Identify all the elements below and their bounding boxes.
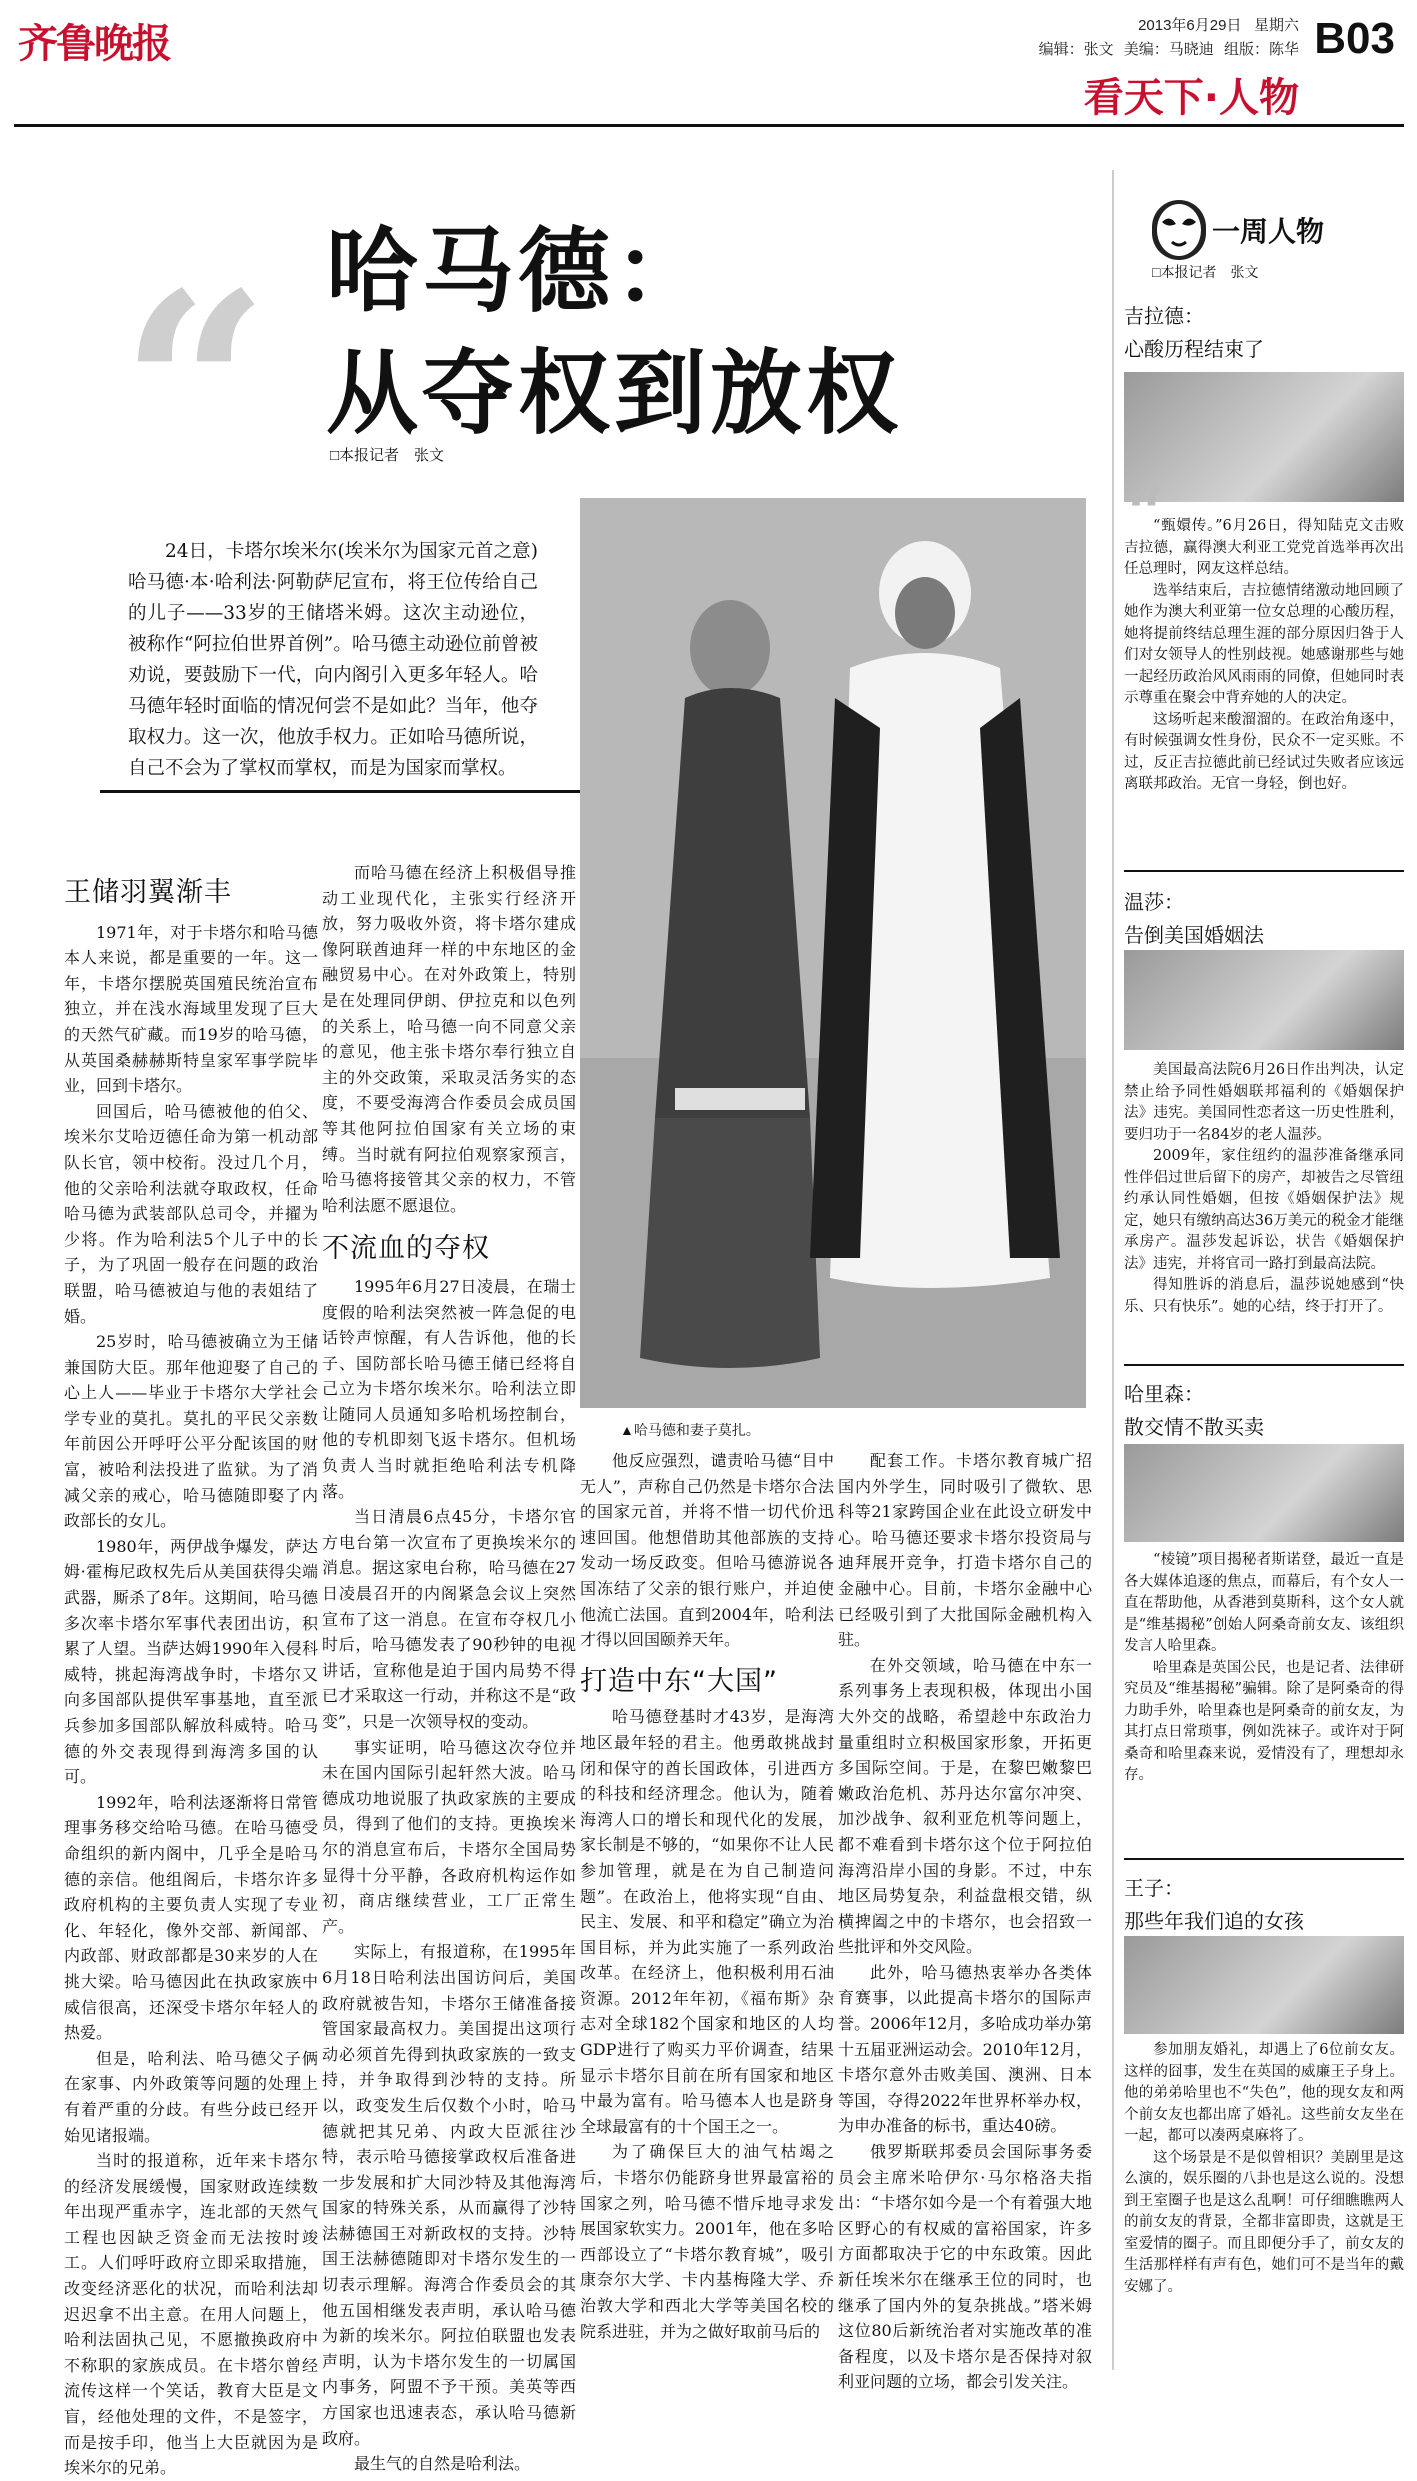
paragraph: 最生气的自然是哈利法。: [354, 2454, 531, 2474]
subheading-bloodless-coup: 不流血的夺权: [322, 1233, 490, 1265]
paragraph: 事实证明，哈马德这次夺位并未在国内国际引起轩然大波。哈马德成功地说服了执政家族的主要成员，得到了他们的支持。更换埃米尔的消息宣布后，卡塔尔全国局势显得十分平静，各政府机构运作如初，商店继续营业，工厂正常生产。: [322, 1737, 576, 1936]
editor-credits: [1033, 38, 1299, 59]
sidebar-item-name: 王子：: [1124, 1876, 1184, 1900]
paragraph: 1971年，对于卡塔尔和哈马德本人来说，都是重要的一年。这一年，卡塔尔摆脱英国殖民统治宣布独立，并在浅水海域里发现了巨大的天然气矿藏。而19岁的哈马德，从英国桑赫赫斯特皇家军事学院毕业，回到卡塔尔。: [64, 922, 318, 1096]
sidebar-heading: 一周人物: [1212, 215, 1325, 248]
photo-gillard: [1124, 372, 1404, 502]
sidebar-item-name: 吉拉德：: [1124, 304, 1204, 328]
paragraph: 这个场景是不是似曾相识？美剧里是这么演的，娱乐圈的八卦也是这么说的。没想到王室圈子也是这么乱啊！可仔细瞧瞧两人的前女友的背景，全都非富即贵，这就是王室爱情的圈子。而且即便分手了，前女友的生活那样样有声有色，她们可不是当年的戴安娜了。: [1124, 2149, 1404, 2295]
sidebar-item-text: [1124, 516, 1404, 796]
paragraph: 参加朋友婚礼，却遇上了6位前女友。这样的囧事，发生在英国的威廉王子身上。他的弟弟哈里也不“失色”，他的现女友和两个前女友也都出席了婚礼。这些前女友坐在一起，都可以凑两桌麻将了。: [1124, 2042, 1404, 2144]
article-column-2: [322, 860, 576, 2477]
paragraph: 此外，哈马德热衷举办各类体育赛事，以此提高卡塔尔的国际声誉。2006年12月，多哈成功举办第十五届亚洲运动会。2010年12月，卡塔尔意外击败美国、澳洲、日本等国，夺得2022年世界杯举办权，为申办准备的标书，重达40磅。: [838, 1962, 1092, 2136]
sidebar-divider: [1124, 1858, 1404, 1860]
article-byline: □本报记者 张文: [330, 447, 445, 464]
sidebar-item-title: 告倒美国婚姻法: [1124, 923, 1264, 947]
sidebar-item-gillard: [1124, 300, 1404, 362]
paragraph: 哈马德登基时才43岁，是海湾地区最年轻的君主。他勇敢挑战封闭和保守的酋长国政体，引进西方的科技和经济理念。他认为，随着海湾人口的增长和现代化的发展，家长制是不够的，“如果你不让人民参加管理，就是在为自己制造问题”。在政治上，他将实现“自由、民主、发展、和平和稳定”确立为治国目标，并为此实施了一系列政治改革。在经济上，他积极利用石油资源。2012年年初，《福布斯》杂志对全球182个国家和地区的人均GDP进行了购买力平价调查，结果显示卡塔尔目前在所有国家和地区中最为富有。哈马德本人也是跻身全球最富有的十个国王之一。: [580, 1707, 834, 2136]
layout-editor: 组版：陈华: [1223, 41, 1299, 58]
paragraph: 哈里森是英国公民，也是记者、法律研究员及“维基揭秘”骗辑。除了是阿桑奇的得力助手外，哈里森也是阿桑奇的前女友，为其打点日常琐事，例如洗袜子。或许对于阿桑奇和哈里森来说，爱情没有了，理想却永存。: [1124, 1659, 1404, 1783]
photo-princes: [1124, 1936, 1404, 2034]
subheading-crown-prince: 王储羽翼渐丰: [64, 877, 232, 908]
paragraph: 而哈马德在经济上积极倡导推动工业现代化，主张实行经济开放，努力吸收外资，将卡塔尔建成像阿联酋迪拜一样的中东地区的金融贸易中心。在对外政策上，特别是在处理同伊朗、伊拉克和以色列的关系上，哈马德一向不同意父亲的意见，他主张卡塔尔奉行独立自主的外交政策，采取灵活务实的态度，不要受海湾合作委员会成员国等其他阿拉伯国家有关立场的束缚。当时就有阿拉伯观察家预言，哈马德将接管其父亲的权力，不管哈利法愿不愿退位。: [322, 863, 576, 1215]
headline-line-1: 哈马德：: [326, 218, 711, 325]
sidebar-quote-mark: “: [1124, 471, 1165, 564]
lead-paragraph: 24日，卡塔尔埃米尔(埃米尔为国家元首之意)哈马德·本·哈利法·阿勒萨尼宣布，将王位传给自己的儿子——33岁的王储塔米姆。这次主动逊位，被称作“阿拉伯世界首例”。哈马德主动逊位前曾被劝说，要鼓励下一代，向内阁引入更多年轻人。哈马德年轻时面临的情况何尝不是如此？当年，他夺取权力。这一次，他放手权力。正如哈马德所说，自己不会为了掌权而掌权，而是为国家而掌权。: [128, 541, 538, 779]
paragraph: 当日清晨6点45分，卡塔尔官方电台第一次宣布了更换埃米尔的消息。据这家电台称，哈马德在27日凌晨召开的内阁紧急会议上突然宣布了这一消息。在宣布夺权几小时后，哈马德发表了90秒钟的电视讲话，宣称他是迫于国内局势不得已才采取这一行动，并称这不是“政变”，只是一次领导权的变动。: [322, 1507, 576, 1731]
page-number: B03: [1314, 14, 1395, 63]
art-editor: 美编：马晓迪: [1123, 41, 1214, 58]
sidebar-item-princes: [1124, 1872, 1404, 1934]
paragraph: 配套工作。卡塔尔教育城广招国内外学生，同时吸引了微软、思科等21家跨国企业在此设立研发中心。哈马德还要求卡塔尔投资局与迪拜展开竞争，打造卡塔尔自己的金融中心。目前，卡塔尔金融中心已经吸引到了大批国际金融机构入驻。: [838, 1451, 1092, 1650]
weekday: 星期六: [1253, 17, 1299, 34]
lead-rule: [100, 790, 584, 793]
editor: 编辑：张文: [1038, 41, 1114, 58]
header-rule: [14, 124, 1404, 127]
article-column-4: [838, 1448, 1092, 2395]
paragraph: 但是，哈利法、哈马德父子俩在家事、内外政策等问题的处理上有着严重的分歧。有些分歧已经开始见诸报端。: [64, 2048, 318, 2145]
sidebar-divider: [1124, 870, 1404, 872]
sidebar-item-title: 散交情不散买卖: [1124, 1415, 1264, 1439]
paragraph: 为了确保巨大的油气枯竭之后，卡塔尔仍能跻身世界最富裕的国家之列，哈马德不惜斥地寻求发展国家软实力。2001年，他在多哈西部设立了“卡塔尔教育城”，吸引康奈尔大学、卡内基梅隆大学、乔治敦大学和西北大学等美国名校的院系进驻，并为之做好取前马后的: [580, 2142, 834, 2341]
sidebar-item-name: 哈里森：: [1124, 1382, 1204, 1406]
paragraph: 回国后，哈马德被他的伯父、埃米尔艾哈迈德任命为第一机动部队长官，领中校衔。没过几个月，他的父亲哈利法就夺取政权，任命哈马德为武装部队总司令，并擢为少将。作为哈利法5个儿子中的长子，为了巩固一般存在问题的政治联盟，哈马德被迫与他的表姐结了婚。: [64, 1101, 318, 1326]
paragraph: 当时的报道称，近年来卡塔尔的经济发展缓慢，国家财政连续数年出现严重赤字，连北部的天然气工程也因缺乏资金而无法按时竣工。人们呼吁政府立即采取措施，改变经济恶化的状况，而哈利法却迟迟拿不出主意。在用人问题上，哈利法固执己见，不愿撤换政府中不称职的家族成员。在卡塔尔曾经流传这样一个笑话，教育大臣是文盲，经他处理的文件，不是签字，而是按手印，他当上大臣就因为是埃米尔的兄弟。: [64, 2151, 318, 2478]
headline-line-2: 从夺权到放权: [326, 340, 903, 447]
mask-icon: [1152, 200, 1206, 260]
subheading-middle-east-power: 打造中东“大国”: [580, 1665, 778, 1697]
photo-caption: ▲哈马德和妻子莫扎。: [620, 1422, 760, 1438]
photo-windsor: [1124, 950, 1404, 1050]
paragraph: 1995年6月27日凌晨，在瑞士度假的哈利法突然被一阵急促的电话铃声惊醒，有人告诉他，他的长子、国防部长哈马德王储已经将自己立为卡塔尔埃米尔。哈利法立即让随同人员通知多哈机场控制台，他的专机即刻飞返卡塔尔。但机场负责人当时就拒绝哈利法专机降落。: [322, 1276, 576, 1501]
paragraph: 得知胜诉的消息后，温莎说她感到“快乐、只有快乐”。她的心结，终于打开了。: [1124, 1277, 1404, 1315]
paragraph: 在外交领域，哈马德在中东一系列事务上表现积极，体现出小国大外交的战略，希望趁中东政治力量重组时立积极国家形象，开拓更多国际空间。于是，在黎巴嫩黎巴嫩政治危机、苏丹达尔富尔冲突、加沙战争、叙利亚危机等问题上，都不难看到卡塔尔这个位于阿拉伯海湾沿岸小国的身影。不过，中东地区局势复杂，利益盘根交错，纵横捭阖之中的卡塔尔，也会招致一些批评和外交风险。: [838, 1655, 1092, 1957]
date: 2013年6月29日: [1138, 17, 1242, 34]
paragraph: 美国最高法院6月26日作出判决，认定禁止给予同性婚姻联邦福利的《婚姻保护法》违宪。美国同性恋者这一历史性胜利，要归功于一名84岁的老人温莎。: [1124, 1062, 1404, 1143]
sidebar-item-harrison: [1124, 1378, 1404, 1440]
article-column-3: [580, 1448, 834, 2344]
sidebar-byline: □本报记者 张文: [1152, 264, 1259, 280]
paragraph: “甄嬛传。”6月26日，得知陆克文击败吉拉德，赢得澳大利亚工党党首选举再次出任总理时，网友这样总结。: [1124, 518, 1404, 577]
paragraph: 1980年，两伊战争爆发，萨达姆·霍梅尼政权先后从美国获得尖端武器，厮杀了8年。这期间，哈马德多次率卡塔尔军事代表团出访，积累了人望。当萨达姆1990年入侵科威特，挑起海湾战争时，卡塔尔又向多国部队提供军事基地，直至派兵参加多国部队解放科威特。哈马德的外交表现得到海湾多国的认可。: [64, 1536, 318, 1787]
paragraph: “棱镜”项目揭秘者斯诺登，最近一直是各大媒体追逐的焦点，而幕后，有个女人一直在帮助他，从香港到莫斯科，这个女人就是“维基揭秘”创始人阿桑奇前女友、该组织发言人哈里森。: [1124, 1552, 1404, 1654]
masthead-logo: 齐鲁晚报: [18, 20, 170, 67]
paragraph: 25岁时，哈马德被确立为王储兼国防大臣。那年他迎娶了自己的心上人——毕业于卡塔尔大学社会学专业的莫扎。莫扎的平民父亲数年前因公开呼吁公平分配该国的财富，被哈利法投进了监狱。为了消减父亲的戒心，哈马德随即娶了内政部长的女儿。: [64, 1332, 318, 1531]
paragraph: 这场听起来酸溜溜的。在政治角逐中，有时候强调女性身份，民众不一定买账。不过，反正吉拉德此前已经试过失败者应该远离联邦政治。无官一身轻，倒也好。: [1124, 711, 1404, 792]
photo-hamad-and-moza: [580, 498, 1086, 1408]
sidebar-item-title: 心酸历程结束了: [1124, 337, 1264, 361]
sidebar-item-text: [1124, 1060, 1404, 1318]
sidebar-item-windsor: [1124, 886, 1404, 948]
paragraph: 选举结束后，吉拉德情绪激动地回顾了她作为澳大利亚第一位女总理的心酸历程，她将提前终结总理生涯的部分原因归咎于人们对女领导人的性别歧视。她感谢那些与她一起经历政治风风雨雨的同僚，但她同时表示尊重在聚会中背弃她的人的决定。: [1124, 582, 1404, 706]
section-title: 看天下·人物: [1083, 75, 1299, 121]
photo-harrison: [1124, 1444, 1404, 1542]
paragraph: 俄罗斯联邦委员会国际事务委员会主席米哈伊尔·马尔格洛夫指出：“卡塔尔如今是一个有着强大地区野心的有权威的富裕国家，许多方面都取决于它的中东政策。因此新任埃米尔在继承王位的同时，也继承了国内外的复杂挑战。”塔米姆这位80后新统治者对实施改革的准备程度，以及卡塔尔是否保持对叙利亚问题的立场，都会引发关注。: [838, 2142, 1092, 2392]
paragraph: 他反应强烈，谴责哈马德“目中无人”，声称自己仍然是卡塔尔合法的国家元首，并将不惜一切代价迅速回国。他想借助其他部族的支持发动一场反政变。但哈马德游说各国冻结了父亲的银行账户，并迫使他流亡法国。直到2004年，哈利法才得以回国颐养天年。: [580, 1451, 834, 1650]
paragraph: 1992年，哈利法逐渐将日常管理事务移交给哈马德。在哈马德受命组织的新内阁中，几乎全是哈马德的亲信。他组阁后，卡塔尔许多政府机构的主要负责人实现了专业化、年轻化，像外交部、新闻部、内政部、财政部都是30来岁的人在挑大梁。哈马德因此在执政家族中威信很高，还深受卡塔尔年轻人的热爱。: [64, 1792, 318, 2043]
sidebar-divider: [1124, 1364, 1404, 1366]
paragraph: 实际上，有报道称，在1995年6月18日哈利法出国访问后，美国政府就被告知，卡塔尔王储准备接管国家最高权力。美国提出这项行动必须首先得到执政家族的一致支持，并争取得到沙特的支持。所以，政变发生后仅数个小时，哈马德就把其兄弟、内政大臣派往沙特，表示哈马德接掌政权后准备进一步发展和扩大同沙特及其他海湾国家的特殊关系，从而赢得了沙特法赫德国王对新政权的支持。沙特国王法赫德随即对卡塔尔发生的一切表示理解。海湾合作委员会的其他五国相继发表声明，承认哈马德为新的埃米尔。阿拉伯联盟也发表声明，认为卡塔尔发生的一切属国内事务，阿盟不予干预。美英等西方国家也迅速表态，承认哈马德新政府。: [322, 1942, 576, 2448]
dateline: [1138, 14, 1299, 35]
sidebar-item-text: [1124, 2040, 1404, 2298]
article-column-1: [64, 877, 318, 2481]
opera-mask-icon: [1152, 200, 1206, 260]
sidebar-item-title: 那些年我们追的女孩: [1124, 1909, 1304, 1933]
quote-mark: “: [120, 237, 270, 542]
paragraph: 2009年，家住纽约的温莎准备继承同性伴侣过世后留下的房产，却被告之尽管纽约承认同性婚姻，但按《婚姻保护法》规定，她只有缴纳高达36万美元的税金才能继承房产。温莎发起诉讼，状告《婚姻保护法》违宪，并将官司一路打到最高法院。: [1124, 1148, 1404, 1272]
sidebar-item-name: 温莎：: [1124, 890, 1184, 914]
photo-illustration: [580, 498, 1086, 1408]
sidebar-item-text: [1124, 1550, 1404, 1787]
column-divider: [1112, 170, 1114, 2370]
